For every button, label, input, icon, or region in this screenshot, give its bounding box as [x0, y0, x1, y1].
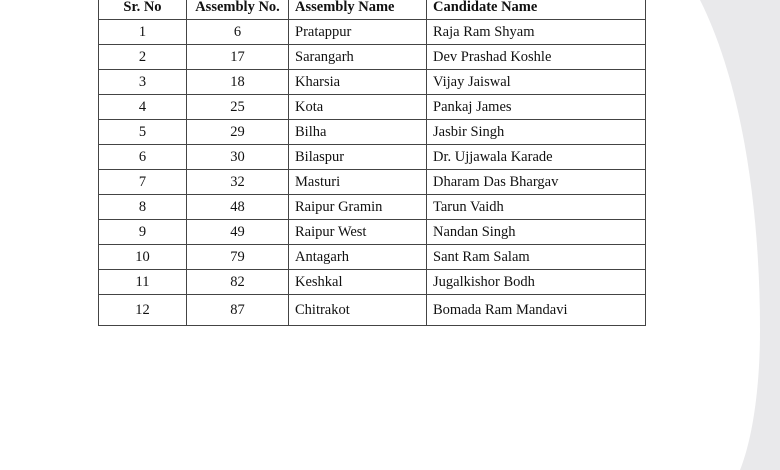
cell-assembly-no: 48: [187, 195, 289, 220]
cell-assembly-no: 79: [187, 245, 289, 270]
cell-sr-no: 7: [99, 170, 187, 195]
cell-assembly-name: Raipur Gramin: [289, 195, 427, 220]
table-row: [99, 195, 646, 220]
cell-assembly-no: 87: [187, 295, 289, 326]
cell-candidate-name: Sant Ram Salam: [427, 245, 646, 270]
cell-candidate-name: Jugalkishor Bodh: [427, 270, 646, 295]
header-assembly-no: Assembly No.: [187, 0, 289, 20]
table-row: [99, 170, 646, 195]
table-row: [99, 95, 646, 120]
cell-assembly-no: 6: [187, 20, 289, 45]
cell-sr-no: 3: [99, 70, 187, 95]
cell-sr-no: 12: [99, 295, 187, 326]
cell-assembly-name: Kharsia: [289, 70, 427, 95]
cell-candidate-name: Tarun Vaidh: [427, 195, 646, 220]
cell-assembly-name: Raipur West: [289, 220, 427, 245]
cell-assembly-no: 82: [187, 270, 289, 295]
cell-candidate-name: Pankaj James: [427, 95, 646, 120]
header-assembly-name: Assembly Name: [289, 0, 427, 20]
table-row: [99, 220, 646, 245]
candidate-table-container: [98, 0, 646, 326]
cell-assembly-no: 49: [187, 220, 289, 245]
candidate-table: [98, 0, 646, 326]
cell-assembly-no: 18: [187, 70, 289, 95]
table-row: [99, 245, 646, 270]
cell-assembly-name: Bilaspur: [289, 145, 427, 170]
header-sr-no: Sr. No: [99, 0, 187, 20]
table-row: [99, 295, 646, 326]
cell-assembly-name: Chitrakot: [289, 295, 427, 326]
table-row: [99, 120, 646, 145]
cell-candidate-name: Dev Prashad Koshle: [427, 45, 646, 70]
cell-assembly-name: Keshkal: [289, 270, 427, 295]
cell-candidate-name: Dr. Ujjawala Karade: [427, 145, 646, 170]
cell-sr-no: 4: [99, 95, 187, 120]
table-row: [99, 45, 646, 70]
header-candidate-name: Candidate Name: [427, 0, 646, 20]
cell-sr-no: 11: [99, 270, 187, 295]
cell-assembly-no: 32: [187, 170, 289, 195]
table-row: [99, 145, 646, 170]
cell-assembly-no: 25: [187, 95, 289, 120]
cell-sr-no: 2: [99, 45, 187, 70]
table-row: [99, 70, 646, 95]
cell-candidate-name: Vijay Jaiswal: [427, 70, 646, 95]
cell-sr-no: 1: [99, 20, 187, 45]
cell-candidate-name: Jasbir Singh: [427, 120, 646, 145]
cell-assembly-no: 29: [187, 120, 289, 145]
table-row: [99, 270, 646, 295]
cell-assembly-name: Pratappur: [289, 20, 427, 45]
cell-assembly-no: 30: [187, 145, 289, 170]
cell-candidate-name: Bomada Ram Mandavi: [427, 295, 646, 326]
cell-sr-no: 6: [99, 145, 187, 170]
cell-candidate-name: Raja Ram Shyam: [427, 20, 646, 45]
cell-assembly-name: Bilha: [289, 120, 427, 145]
cell-assembly-name: Kota: [289, 95, 427, 120]
cell-assembly-no: 17: [187, 45, 289, 70]
cell-candidate-name: Nandan Singh: [427, 220, 646, 245]
cell-sr-no: 10: [99, 245, 187, 270]
cell-sr-no: 8: [99, 195, 187, 220]
table-header-row: [99, 0, 646, 20]
cell-assembly-name: Masturi: [289, 170, 427, 195]
table-row: [99, 20, 646, 45]
cell-assembly-name: Antagarh: [289, 245, 427, 270]
cell-assembly-name: Sarangarh: [289, 45, 427, 70]
cell-sr-no: 9: [99, 220, 187, 245]
cell-candidate-name: Dharam Das Bhargav: [427, 170, 646, 195]
cell-sr-no: 5: [99, 120, 187, 145]
